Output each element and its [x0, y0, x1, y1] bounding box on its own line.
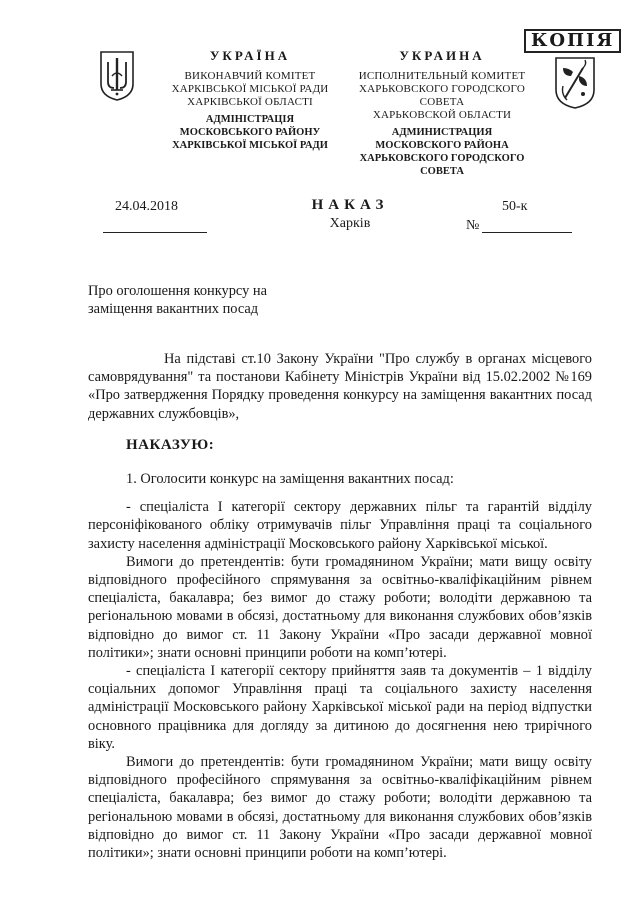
header-ua-line3: ХАРКІВСЬКОЇ ОБЛАСТІ	[187, 96, 313, 108]
header-ua-line2: ХАРКІВСЬКОЇ МІСЬКОЇ РАДИ	[171, 83, 329, 95]
subject-line1: Про оголошення конкурсу на	[88, 283, 268, 299]
date-underline	[103, 232, 207, 233]
header-country-ua: УКРАЇНА	[209, 48, 291, 63]
item-1: 1. Оголосити конкурс на заміщення вакантних посад:	[126, 471, 454, 487]
header-ru-line2: ХАРЬКОВСКОГО ГОРОДСКОГО СОВЕТА	[359, 83, 525, 108]
order-title-block	[295, 197, 405, 232]
order-city: Харків	[329, 216, 371, 231]
header-ukrainian	[150, 48, 350, 152]
header-ua-admin1: АДМІНІСТРАЦІЯ	[205, 114, 295, 125]
requirements-1: Вимоги до претендентів: бути громадянином України; мати вищу освіту відповідного професійного спрямування за освітньо-кваліфікаційним рівнем спеціаліста, бакалавра; без вимог до стажу роботи; володіти державною та регіональною мовами в обсязі, достатньому для виконання службових обов’язків відповідно до вимог ст. 11 Закону України «Про засади державної мовної політики»; знати основні принципи роботи на комп’ютері.	[88, 553, 592, 661]
header-russian	[340, 48, 544, 178]
position-1: - спеціаліста I категорії сектору державних пільг та гарантій відділу персоніфікованого обліку отримувачів пільг Управління праці та соціального захисту населення адміністрації Московського району Харківської міської.	[88, 499, 592, 552]
order-number-sign: №	[466, 218, 480, 233]
header-ua-admin3: ХАРКІВСЬКОЇ МІСЬКОЇ РАДИ	[172, 140, 328, 151]
header-ru-line1: ИСПОЛНИТЕЛЬНЫЙ КОМИТЕТ	[358, 70, 526, 82]
order-title: НАКАЗ	[311, 197, 389, 213]
preamble-text: На підставі ст.10 Закону України "Про службу в органах місцевого самоврядування" та постанови Кабінету Міністрів України від 15.02.2002 №169 «Про затвердження Порядку проведення конкурсу на заміщення вакантних посад державних службовців»,	[88, 351, 592, 422]
number-underline	[482, 232, 572, 233]
position-2: - спеціаліста I категорії сектору прийняття заяв та документів – 1 відділу соціальних допомог Управління праці та соціального захисту населення адміністрації Московського району Харківської міської ради на період відпустки основного працівника для догляду за дитиною до досягнення нею трирічного віку.	[88, 663, 592, 752]
order-number: 50-к	[502, 199, 528, 214]
header-ru-line3: ХАРЬКОВСКОЙ ОБЛАСТИ	[372, 109, 512, 121]
copy-stamp: КОПІЯ	[524, 29, 621, 53]
order-date: 24.04.2018	[115, 199, 178, 214]
order-subject	[88, 282, 267, 318]
header-ua-admin2: МОСКОВСЬКОГО РАЙОНУ	[179, 127, 321, 138]
header-ua-line1: ВИКОНАВЧИЙ КОМІТЕТ	[184, 70, 316, 82]
order-word: НАКАЗУЮ:	[126, 437, 215, 453]
ukraine-trident-emblem-icon	[98, 50, 136, 102]
header-ru-admin2: МОСКОВСКОГО РАЙОНА	[375, 140, 509, 151]
header-ru-admin1: АДМИНИСТРАЦИЯ	[391, 127, 493, 138]
kharkiv-coat-of-arms-icon	[553, 54, 597, 110]
requirements-2: Вимоги до претендентів: бути громадянином України; мати вищу освіту відповідного професійного спрямування за освітньо-кваліфікаційним рівнем спеціаліста, бакалавра; без вимог до стажу роботи; володіти державною та регіональною мовами в обсязі, достатньому для виконання службових обов’язків відповідно до вимог ст. 11 Закону України «Про засади державної мовної політики»; знати основні принципи роботи на комп’ютері.	[88, 754, 592, 862]
order-body	[88, 470, 592, 862]
header-country-ru: УКРАИНА	[399, 48, 485, 63]
header-ru-admin3: ХАРЬКОВСКОГО ГОРОДСКОГО СОВЕТА	[359, 153, 525, 177]
preamble	[88, 350, 592, 423]
subject-line2: заміщення вакантних посад	[88, 301, 259, 317]
